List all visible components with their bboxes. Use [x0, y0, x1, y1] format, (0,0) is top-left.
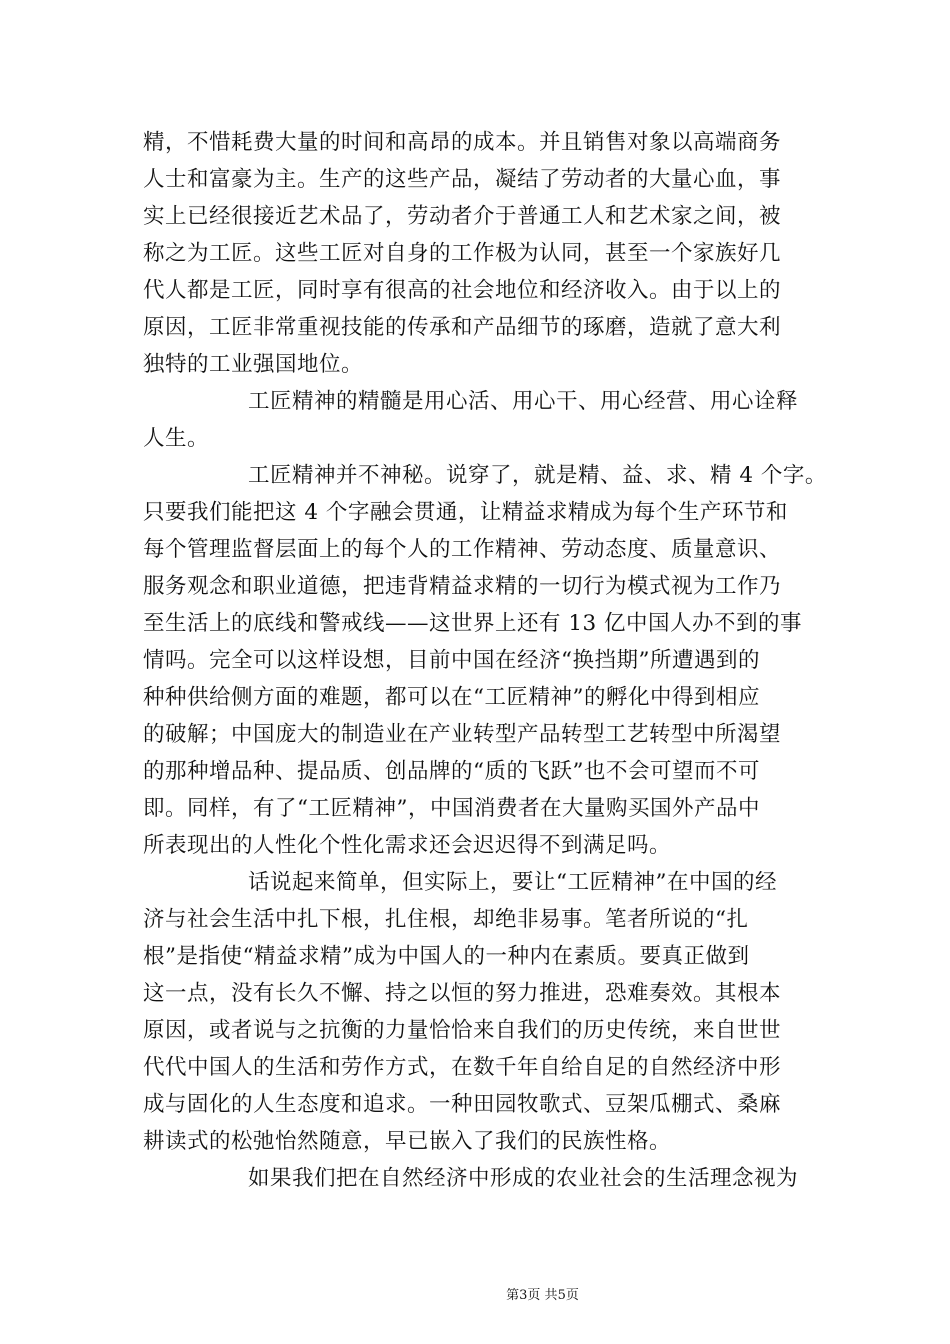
text-line: 的那种增品种、提品质、创品牌的“质的飞跃”也不会可望而不可: [143, 759, 760, 784]
total-pages-number: 5: [557, 1288, 566, 1303]
text-line: 服务观念和职业道德，把违背精益求精的一切行为模式视为工作乃: [143, 574, 782, 599]
text-line: 原因，或者说与之抗衡的力量恰恰来自我们的历史传统，来自世世: [143, 1018, 782, 1043]
footer-middle: 页 共: [527, 1288, 558, 1303]
text-line: 所表现出的人性化个性化需求还会迟迟得不到满足吗。: [143, 833, 672, 858]
text-line: 工匠精神并不神秘。说穿了，就是精、益、求、精 4 个字。: [248, 463, 827, 488]
text-line: 成与固化的人生态度和追求。一种田园牧歌式、豆架瓜棚式、桑麻: [143, 1092, 782, 1117]
page-footer: [0, 1287, 950, 1305]
text-line: 至生活上的底线和警戒线——这世界上还有 13 亿中国人办不到的事: [143, 611, 803, 636]
text-line: 种种供给侧方面的难题，都可以在“工匠精神”的孵化中得到相应: [143, 685, 760, 710]
text-line: 只要我们能把这 4 个字融会贯通，让精益求精成为每个生产环节和: [143, 500, 788, 525]
text-line: 即。同样，有了“工匠精神”，中国消费者在大量购买国外产品中: [143, 796, 760, 821]
text-line: 这一点，没有长久不懈、持之以恒的努力推进，恐难奏效。其根本: [143, 981, 782, 1006]
footer-prefix: 第: [506, 1288, 520, 1303]
body-text: [143, 124, 827, 1197]
text-line: 工匠精神的精髓是用心活、用心干、用心经营、用心诠释: [248, 389, 799, 414]
text-line: 如果我们把在自然经济中形成的农业社会的生活理念视为: [248, 1166, 799, 1191]
text-line: 实上已经很接近艺术品了，劳动者介于普通工人和艺术家之间，被: [143, 204, 782, 229]
text-line: 的破解；中国庞大的制造业在产业转型产品转型工艺转型中所渴望: [143, 722, 782, 747]
text-line: 人士和富豪为主。生产的这些产品，凝结了劳动者的大量心血，事: [143, 167, 782, 192]
current-page-number: 3: [519, 1288, 528, 1303]
text-line: 济与社会生活中扎下根，扎住根，却绝非易事。笔者所说的“扎: [143, 907, 749, 932]
text-line: 情吗。完全可以这样设想，目前中国在经济“换挡期”所遭遇到的: [143, 648, 760, 673]
text-line: 人生。: [143, 426, 210, 451]
footer-suffix: 页: [565, 1288, 579, 1303]
text-line: 话说起来简单，但实际上，要让“工匠精神”在中国的经: [248, 870, 777, 895]
text-line: 每个管理监督层面上的每个人的工作精神、劳动态度、质量意识、: [143, 537, 782, 562]
text-line: 原因，工匠非常重视技能的传承和产品细节的琢磨，造就了意大利: [143, 315, 782, 340]
text-line: 耕读式的松弛怡然随意，早已嵌入了我们的民族性格。: [143, 1129, 672, 1154]
text-line: 代人都是工匠，同时享有很高的社会地位和经济收入。由于以上的: [143, 278, 782, 303]
text-line: 称之为工匠。这些工匠对自身的工作极为认同，甚至一个家族好几: [143, 241, 782, 266]
text-line: 根”是指使“精益求精”成为中国人的一种内在素质。要真正做到: [143, 944, 750, 969]
text-line: 精，不惜耗费大量的时间和高昂的成本。并且销售对象以高端商务: [143, 130, 782, 155]
text-line: 独特的工业强国地位。: [143, 352, 364, 377]
text-line: 代代中国人的生活和劳作方式，在数千年自给自足的自然经济中形: [143, 1055, 782, 1080]
